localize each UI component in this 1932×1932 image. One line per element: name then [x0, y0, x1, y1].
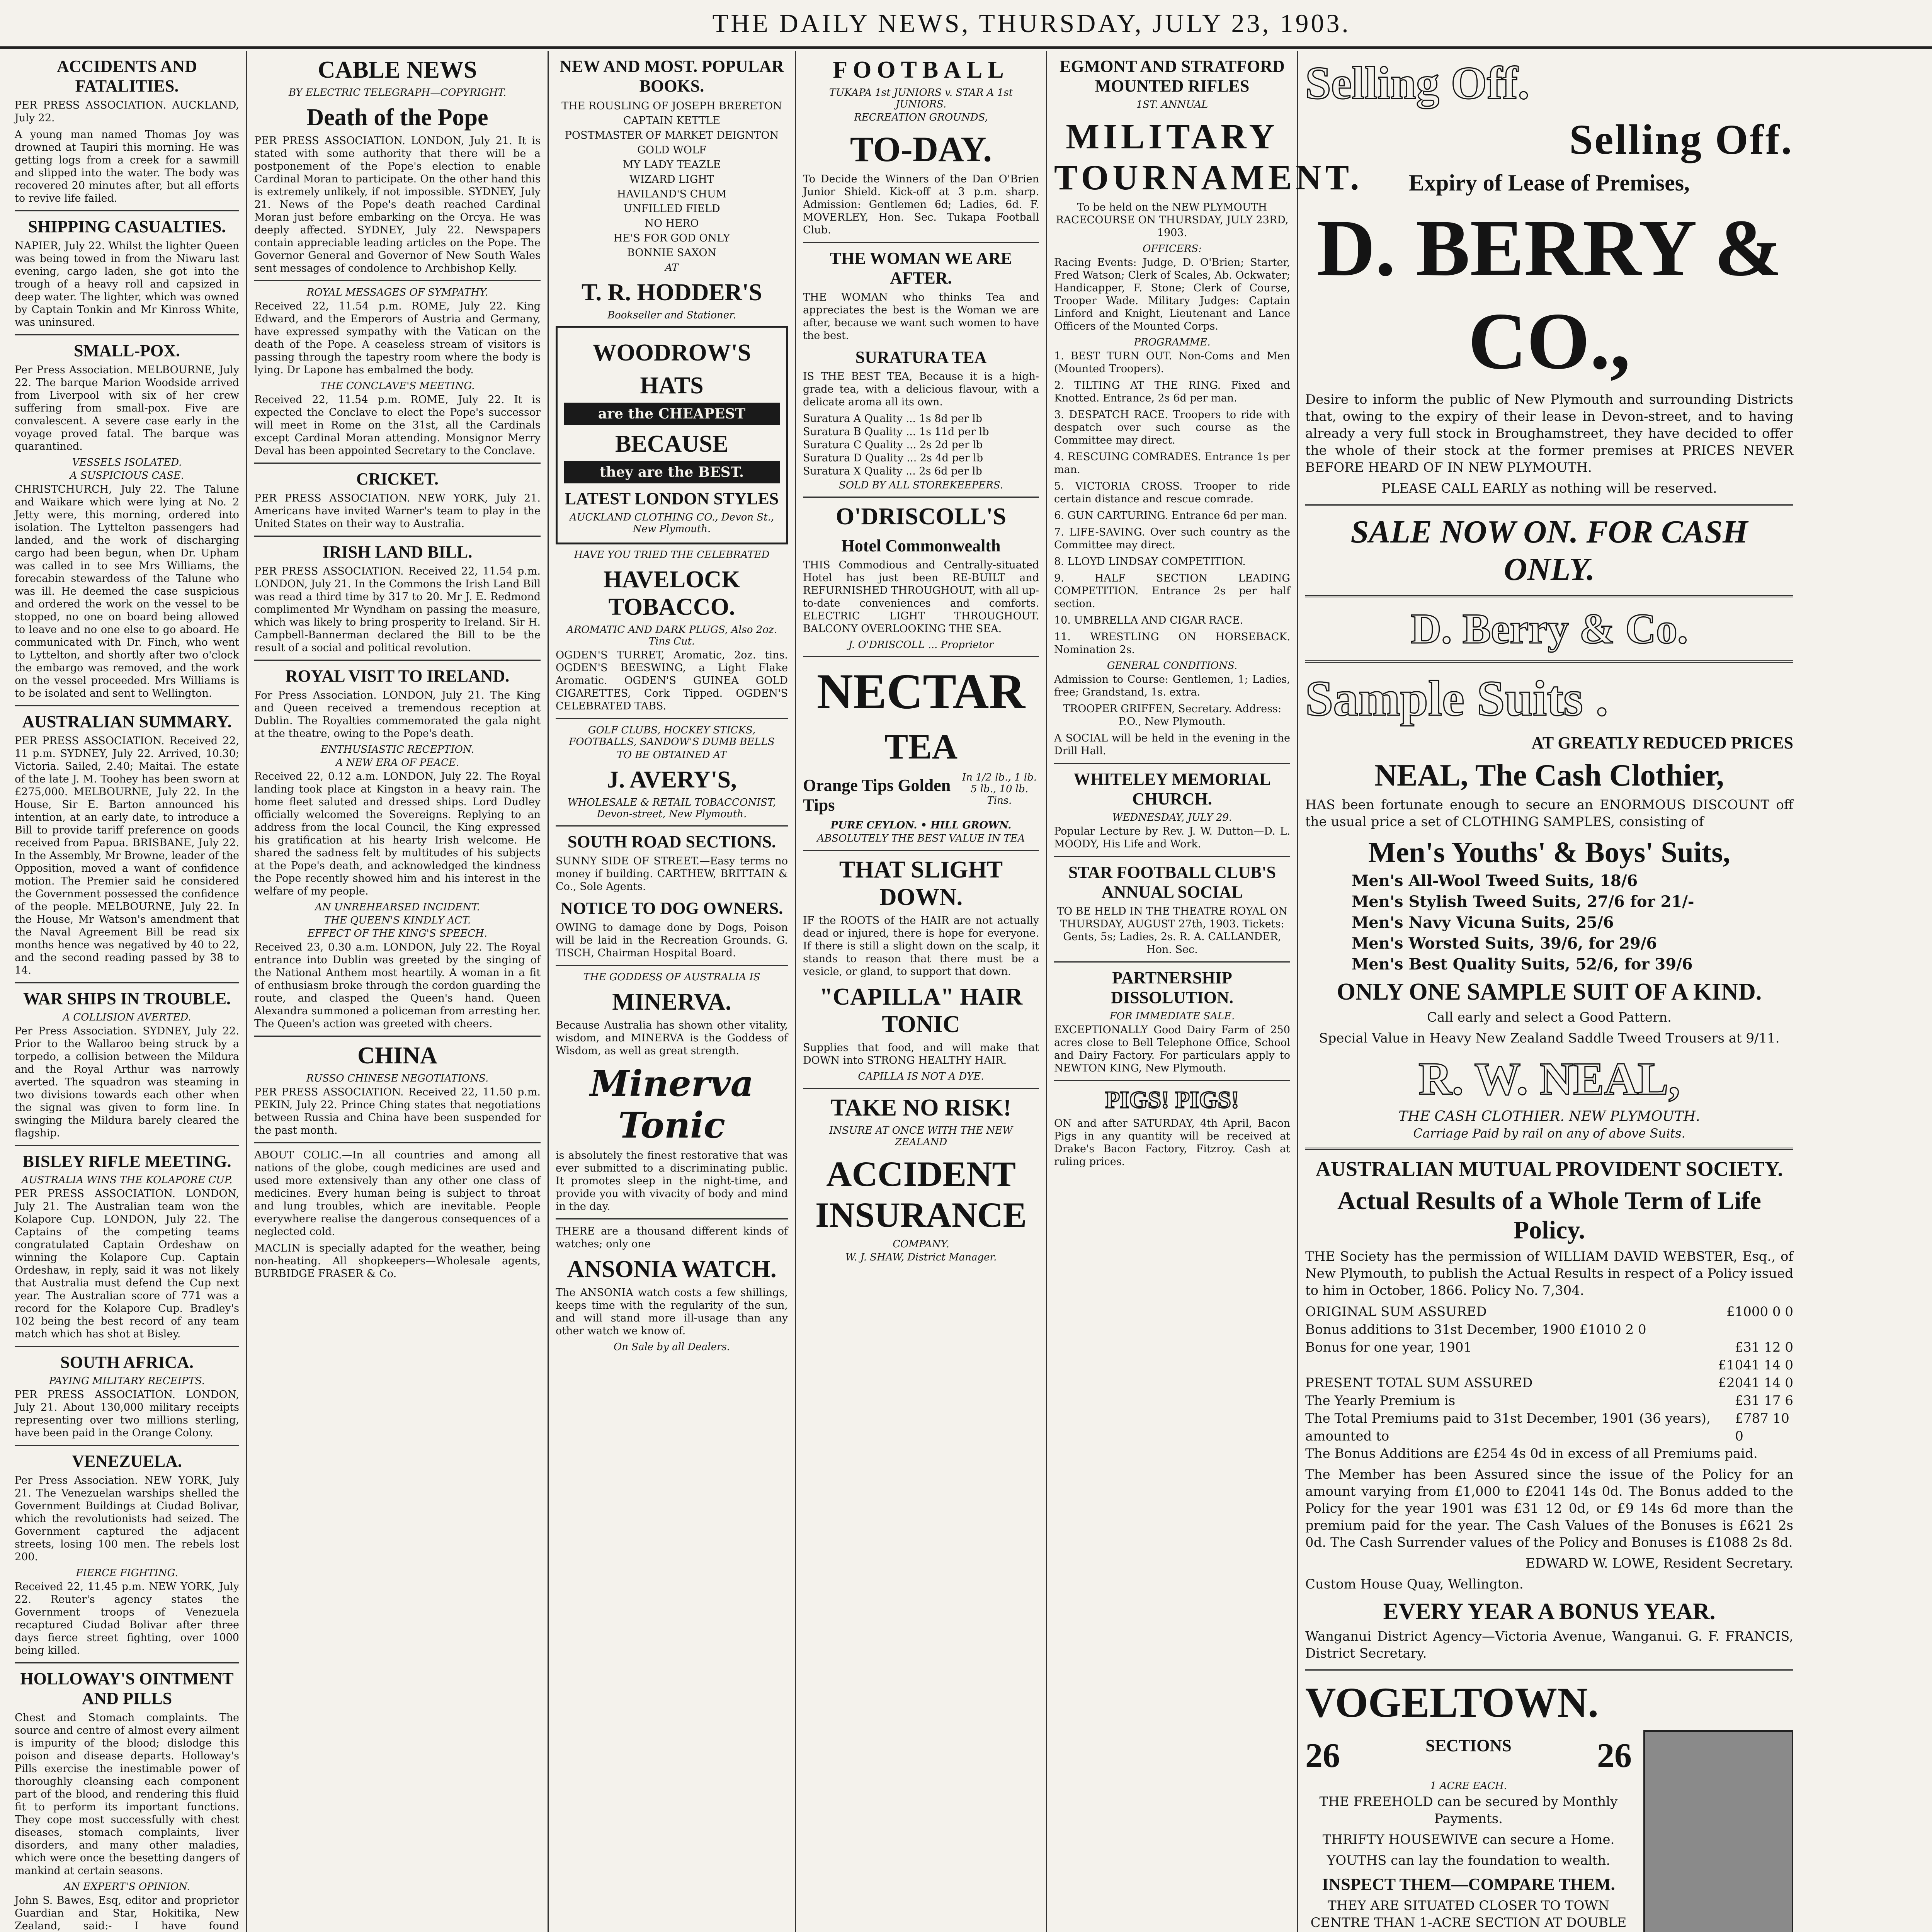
advert-text: John S. Bawes, Esq, editor and proprietor Guardian and Star, Hokitika, New Zealand, said:- I have found [15, 1895, 239, 1932]
suit-price: Men's Navy Vicuna Suits, 25/6 [1352, 913, 1614, 932]
subheading: A NEW ERA OF PEACE. [335, 757, 459, 769]
military-heading: MILITARY TOURNAMENT. [1054, 117, 1363, 197]
heading-royal-visit: ROYAL VISIT TO IRELAND. [285, 667, 510, 685]
heading-sample-suits: Sample Suits . [1305, 671, 1608, 726]
amp-cell: £31 12 0 [1735, 1340, 1793, 1355]
goddess-heading: THE GODDESS OF AUSTRALIA IS [583, 971, 760, 983]
heading-suratura: SURATURA TEA [855, 348, 987, 367]
heading-holloway: HOLLOWAY'S OINTMENT AND PILLS [20, 1669, 234, 1708]
divider [254, 463, 541, 464]
vogeltown-illustration [1643, 1730, 1793, 1932]
amp-cell: PRESENT TOTAL SUM ASSURED [1305, 1375, 1533, 1391]
article-text: Received 22, 11.54 p.m. ROME, July 22. It is expected the Conclave to elect the Pope's successor will meet in Rome on the 31st, all the Cardinals except Cardinal Moran attending. Monsignor Merry Deval has been appointed Secretary to the Conclave. [254, 394, 541, 457]
event-item: 4. RESCUING COMRADES. Entrance 1s per man. [1054, 451, 1290, 476]
price-line: Suratura X Quality ... 2s 6d per lb [803, 465, 982, 477]
divider [556, 825, 788, 827]
divider [803, 242, 1039, 243]
book-title: POSTMASTER OF MARKET DEIGNTON [565, 129, 779, 141]
amp-cell: £787 10 0 [1735, 1411, 1789, 1444]
social-text: A SOCIAL will be held in the evening in the Drill Hall. [1054, 732, 1290, 757]
subheading: A COLLISION AVERTED. [63, 1012, 191, 1023]
advert-text: MACLIN is specially adapted for the weather, being non-heating. All shopkeepers—Wholesale agents, BURBIDGE FRASER & Co. [254, 1242, 541, 1280]
book-title: BONNIE SAXON [627, 247, 717, 259]
subheading: THE CONCLAVE'S MEETING. [320, 380, 475, 392]
heading-shipping: SHIPPING CASUALTIES. [28, 217, 226, 236]
admission-text: Admission to Course: Gentlemen, 1; Ladies, free; Grandstand, 1s. extra. [1054, 673, 1290, 698]
amp-row [1305, 1374, 1793, 1392]
star-social-text: TO BE HELD IN THE THEATRE ROYAL ON THURSDAY, AUGUST 27th, 1903. Tickets: Gents, 5s; Ladies, 2s. R. A. CALLANDER, Hon. Sec. [1057, 905, 1287, 956]
neal-heading: NEAL, The Cash Clothier, [1374, 759, 1724, 793]
admission-signature: TROOPER GRIFFEN, Secretary. Address: P.O., New Plymouth. [1063, 703, 1282, 728]
event-item: 5. VICTORIA CROSS. Trooper to ride certain distance and rescue comrade. [1054, 480, 1290, 505]
suit-price: Men's Stylish Tweed Suits, 27/6 for 21/- [1352, 893, 1694, 911]
event-item: 11. WRESTLING ON HORSEBACK. Nomination 2s. [1054, 631, 1290, 656]
book-title: MY LADY TEAZLE [622, 159, 721, 171]
book-title: GOLD WOLF [637, 144, 706, 156]
ansonia-foot: On Sale by all Dealers. [613, 1341, 730, 1353]
amp-row [1305, 1303, 1793, 1321]
divider [15, 1662, 239, 1663]
divider [1054, 856, 1290, 857]
event-item: 3. DESPATCH RACE. Troopers to ride with despatch over such course as the Committee may direct. [1054, 409, 1290, 446]
berry-heading: D. BERRY & CO., [1316, 203, 1782, 386]
vog-thrifty: THRIFTY HOUSEWIVE can secure a Home. [1322, 1832, 1615, 1847]
amp-cell: The Total Premiums paid to 31st December, 1901 (36 years), amounted to [1305, 1411, 1711, 1444]
books-list [556, 99, 788, 260]
column-1 [8, 51, 247, 1932]
amp-row [1305, 1410, 1793, 1445]
heading-books: NEW AND MOST. POPULAR BOOKS. [560, 57, 784, 95]
havelock-tried: HAVE YOU TRIED THE CELEBRATED [574, 549, 770, 561]
advert-text: IF the ROOTS of the HAIR are not actually dead or injured, there is hope for everyone. If there is still a slight down on the scalp, it stands to reason that there must be a vesicle, or gland, to support that down. [803, 915, 1039, 978]
bonus-district: Wanganui District Agency—Victoria Avenue, Wanganui. G. F. FRANCIS, District Secretary. [1305, 1629, 1793, 1661]
divider [254, 1036, 541, 1037]
heading-rifles: EGMONT AND STRATFORD MOUNTED RIFLES [1060, 57, 1285, 95]
heading-whiteley: WHITELEY MEMORIAL CHURCH. [1073, 770, 1271, 808]
berry-text: Desire to inform the public of New Plymouth and surrounding Districts that, owing to the expiry of their lease in Devon-street, and to having already a very full stock in Broughamstreet, they have decided to offer the whole of their stock at the former premises at PRICES NEVER BEFORE HEARD OF IN NEW PLYMOUTH. [1305, 392, 1793, 475]
article-text: PER PRESS ASSOCIATION. LONDON, July 21. About 130,000 military receipts representing over two millions sterling, have been paid in the Orange Colony. [15, 1389, 239, 1439]
event-item: 10. UMBRELLA AND CIGAR RACE. [1054, 614, 1243, 626]
divider [15, 1445, 239, 1446]
amp-row [1305, 1321, 1793, 1338]
books-at: AT [665, 262, 679, 274]
divider [1305, 504, 1793, 506]
heading-southafrica: SOUTH AFRICA. [60, 1353, 194, 1372]
article-text: PER PRESS ASSOCIATION. NEW YORK, July 21. Americans have invited Warner's team to play in the United States on their way to Australia. [254, 492, 541, 530]
subheading: AN UNREHEARSED INCIDENT. [315, 901, 480, 913]
amp-sub: Actual Results of a Whole Term of Life Policy. [1337, 1187, 1761, 1244]
column-4 [796, 51, 1047, 1932]
heading-smallpox: SMALL-POX. [74, 341, 180, 360]
heading-star-social: STAR FOOTBALL CLUB'S ANNUAL SOCIAL [1068, 863, 1276, 901]
advert-text: is absolutely the finest restorative that was ever submitted to a discriminating public. It promotes sleep in the night-time, and provide you with vivacity of body and mind in the day. [556, 1150, 788, 1213]
subheading: FIERCE FIGHTING. [76, 1567, 178, 1579]
book-title: HAVILAND'S CHUM [617, 188, 727, 200]
nectar-pure: PURE CEYLON. • HILL GROWN. [830, 820, 1012, 831]
officers-text: Racing Events: Judge, D. O'Brien; Starter, Fred Watson; Clerk of Scales, Ab. Ockwater; Handicapper, F. Stone; Clerk of Course, Trooper Wade. Military Judges: Captain Linford and Knight, Lieutenant and Lance Officers of the Mounted Corps. [1054, 257, 1290, 332]
subheading: VESSELS ISOLATED. [72, 457, 182, 468]
heading-cricket: CRICKET. [356, 469, 439, 488]
advert-text: To Decide the Winners of the Dan O'Brien Junior Shield. Kick-off at 3 p.m. sharp. Admission: Gentlemen 6d; Ladies, 6d. F. MOVERLEY, Hon. Sec. Tukapa Football Club. [803, 173, 1039, 236]
suit-price: Men's All-Wool Tweed Suits, 18/6 [1352, 872, 1638, 890]
advert-text: ABOUT COLIC.—In all countries and among all nations of the globe, cough medicines are used and used more extensively than any other one class of medicines. Every human being is subject to throat and lung troubles, which are inevitable. People everywhere realise the dangerous consequences of a neglected cold. [254, 1149, 541, 1238]
heading-warships: WAR SHIPS IN TROUBLE. [23, 989, 231, 1008]
subheading: AN EXPERT'S OPINION. [64, 1881, 190, 1893]
minerva-script: Minerva Tonic [590, 1063, 754, 1146]
vog-closer: THEY ARE SITUATED CLOSER TO TOWN CENTRE THAN 1-ACRE SECTION AT DOUBLE [1310, 1898, 1627, 1930]
book-title: THE ROUSLING OF JOSEPH BRERETON [561, 100, 782, 112]
neal-special: Special Value in Heavy New Zealand Saddle Tweed Trousers at 9/11. [1319, 1031, 1780, 1046]
article-text: PER PRESS ASSOCIATION. LONDON, July 21. It is stated with some authority that there will be a postponement of the Pope's election to enable Cardinal Moran to participate. On the other hand this is extremely unlikely, if not impossible. SYDNEY, July 21. News of the Pope's death reached Cardinal Moran just before embarking on the Orcya. He was deeply affected. SYDNEY, July 22. Newspapers contain appreciable leading articles on the Pope. The Governor General and Governor of New South Wales sent messages of condolence to Archbishop Kelly. [254, 135, 541, 274]
havelock-sub: AROMATIC AND DARK PLUGS, Also 2oz. Tins Cut. [566, 624, 777, 647]
event-item: 8. LLOYD LINDSAY COMPETITION. [1054, 556, 1246, 568]
woodrows-hats-ad [556, 326, 788, 544]
amp-cell: £2041 14 0 [1718, 1375, 1793, 1391]
heading-odriscoll: O'DRISCOLL'S [835, 503, 1007, 530]
article-text: For Press Association. LONDON, July 21. The King and Queen received a tremendous reception at Dublin. The Royalties commemorated the gala night at the theatre, owing to the Pope's death. [254, 689, 541, 740]
ansonia-heading: ANSONIA WATCH. [567, 1256, 777, 1282]
divider [803, 497, 1039, 498]
accident-manager: W. J. SHAW, District Manager. [845, 1252, 997, 1263]
column-6 [1298, 51, 1800, 1932]
article-text: Received 23, 0.30 a.m. LONDON, July 22. The Royal entrance into Dublin was greeted by the singing of the National Anthem most heartily. A woman in a fit of enthusiasm broke through the cordon guarding the route, and clasped the Queen's hand. Queen Alexandra summoned a policeman from arresting her. The Queen's action was greeted with cheers. [254, 941, 541, 1030]
price-line: Suratura D Quality ... 2s 4d per lb [803, 452, 983, 464]
divider [1054, 1080, 1290, 1081]
sections-acre: 1 ACRE EACH. [1430, 1780, 1507, 1792]
article-text: Received 22, 11.45 p.m. NEW YORK, July 22. Reuter's agency states the Government troops of Venezuela recaptured Ciudad Bolivar after three days fierce street fighting, over 1000 being killed. [15, 1581, 239, 1656]
book-title: CAPTAIN KETTLE [623, 115, 721, 127]
divider [803, 1088, 1039, 1089]
subheading: A SUSPICIOUS CASE. [70, 470, 184, 481]
subheading: BY ELECTRIC TELEGRAPH—COPYRIGHT. [288, 87, 507, 99]
heading-partnership: PARTNERSHIP DISSOLUTION. [1111, 968, 1233, 1007]
officers-heading: OFFICERS: [1143, 243, 1202, 255]
book-title: WIZARD LIGHT [629, 173, 714, 185]
heading-no-risk: TAKE NO RISK! [830, 1095, 1012, 1121]
divider [15, 982, 239, 983]
football-today: TO-DAY. [850, 129, 992, 169]
divider [803, 656, 1039, 657]
heading-dog-owners: NOTICE TO DOG OWNERS. [560, 899, 783, 918]
heading-china: CHINA [357, 1043, 437, 1069]
hats-agents: AUCKLAND CLOTHING CO., Devon St., New Plymouth. [569, 512, 774, 535]
columns [8, 51, 1932, 1932]
subheading: THE QUEEN'S KINDLY ACT. [324, 915, 471, 926]
event-item: 9. HALF SECTION LEADING COMPETITION. Entrance 2s per half section. [1054, 572, 1290, 610]
odriscoll-proprietor: J. O'DRISCOLL ... Proprietor [848, 639, 994, 651]
amp-cell: £1041 14 0 [1718, 1357, 1793, 1373]
pigs-text: ON and after SATURDAY, 4th April, Bacon Pigs in any quantity will be received at Drake's Bacon Factory, Fitzroy. Cash at ruling prices. [1054, 1117, 1290, 1168]
price-line: Suratura C Quality ... 2s 2d per lb [803, 439, 983, 451]
havelock-heading: HAVELOCK TOBACCO. [603, 566, 740, 620]
suit-price: Men's Worsted Suits, 39/6, for 29/6 [1352, 934, 1657, 952]
advert-text: The ANSONIA watch costs a few shillings, keeps time with the regularity of the sun, and will stand more ill-usage than any other watch we know of. [556, 1287, 788, 1337]
vog-inspect: INSPECT THEM—COMPARE THEM. [1322, 1875, 1615, 1894]
expiry-text: Expiry of Lease of Premises, [1408, 170, 1690, 196]
heading-woman: THE WOMAN WE ARE AFTER. [830, 249, 1012, 287]
amp-signature: EDWARD W. LOWE, Resident Secretary. [1526, 1556, 1793, 1571]
hats-latest: LATEST LONDON STYLES [565, 489, 779, 508]
heading-cable-news: CABLE NEWS [318, 57, 477, 83]
advert-text: IS THE BEST TEA, Because it is a high-grade tea, with a delicious flavour, with a delicate aroma all its own. [803, 371, 1039, 408]
article-text: Per Press Association. MELBOURNE, July 22. The barque Marion Woodside arrived from Liverpool with six of her crew suffering from small-pox. Five are convalescent. A severe case early in the voyage proved fatal. The barque was quarantined. [15, 364, 239, 452]
advert-text: Because Australia has shown other vitality, wisdom, and MINERVA is the Goddess of Wisdom, as well as great strength. [556, 1019, 788, 1057]
heading-amp: AUSTRALIAN MUTUAL PROVIDENT SOCIETY. [1315, 1157, 1783, 1180]
sale-now: SALE NOW ON. FOR CASH ONLY. [1350, 514, 1748, 587]
heading-accidents: ACCIDENTS AND FATALITIES. [56, 57, 197, 95]
heading-pigs: PIGS! PIGS! [1105, 1087, 1239, 1113]
column-3 [549, 51, 796, 1932]
heading-football: FOOTBALL [833, 57, 1009, 83]
nectar-tea: TEA [884, 727, 958, 766]
divider [254, 1142, 541, 1143]
masthead [0, 0, 1932, 49]
article-text: PER PRESS ASSOCIATION. LONDON, July 21. The Australian team won the Kolapore Cup. LONDON, July 22. The Captains of the competing teams congratulated Captain Ordeshaw on winning the Kolapore Cup. Captain Ordeshaw, in reply, said it was not likely that Australia must defend the Cup next year. The Australian score of 771 was a record for the Kolapore Cup. Bradley's 102 being the best record of any team match which has shot at Bisley. [15, 1188, 239, 1340]
sections-number-2: 26 [1597, 1736, 1632, 1775]
amp-text: THE Society has the permission of WILLIAM DAVID WEBSTER, Esq., of New Plymouth, to publish the Actual Results in respect of a Policy issued to him in October, 1866. Policy No. 7,304. [1305, 1249, 1793, 1298]
hodder-name: T. R. HODDER'S [581, 279, 762, 306]
article-text: Received 22, 11.54 p.m. ROME, July 22. King Edward, and the Emperors of Austria and Germany, have expressed sympathy with the Vatican on the death of the Pope. A ceaseless stream of visitors is passing through the tapestry room where the body is lying. Dr Lapone has embalmed the body. [254, 300, 541, 376]
avery-name: J. AVERY'S, [607, 767, 737, 793]
amp-row [1305, 1356, 1793, 1374]
hats-because: BECAUSE [615, 431, 728, 457]
odriscoll-sub: Hotel Commonwealth [841, 536, 1001, 555]
vogeltown-body [1305, 1730, 1793, 1932]
vogeltown-text [1305, 1730, 1632, 1932]
advert-text: THERE are a thousand different kinds of watches; only one [556, 1225, 788, 1250]
divider [15, 210, 239, 211]
divider [15, 705, 239, 706]
berry-co: D. Berry & Co. [1410, 605, 1688, 652]
divider [1305, 1148, 1793, 1150]
capilla-heading: "CAPILLA" HAIR TONIC [819, 984, 1023, 1037]
article-text: Per Press Association. NEW YORK, July 21. The Venezuelan warships shelled the Government Buildings at Ciudad Bolivar, which the revolutionists had seized. The Government captured the adjacent streets, losing 100 men. The rebels lost 200. [15, 1475, 239, 1563]
book-title: UNFILLED FIELD [623, 203, 720, 215]
samples-sub: AT GREATLY REDUCED PRICES [1531, 733, 1793, 752]
amp-table [1305, 1303, 1793, 1445]
masthead-title: THE DAILY NEWS, THURSDAY, JULY 23, 1903. [712, 8, 1351, 38]
hats-word: HATS [640, 372, 704, 399]
golf-obtain: TO BE OBTAINED AT [617, 749, 727, 761]
whiteley-date: WEDNESDAY, JULY 29. [1112, 812, 1232, 823]
event-item: 1. BEST TURN OUT. Non-Coms and Men (Mounted Troopers). [1054, 350, 1290, 375]
subheading: AUSTRALIA WINS THE KOLAPORE CUP. [21, 1174, 233, 1186]
sections-label: SECTIONS [1425, 1736, 1512, 1755]
divider [254, 536, 541, 537]
neal-call: Call early and select a Good Pattern. [1427, 1010, 1672, 1025]
football-sub: TUKAPA 1st JUNIORS v. STAR A 1st JUNIORS. [829, 87, 1013, 110]
rwneal-sub: THE CASH CLOTHIER. NEW PLYMOUTH. [1398, 1109, 1700, 1124]
heading-south-road: SOUTH ROAD SECTIONS. [567, 832, 776, 851]
article-text: Received 22, 0.12 a.m. LONDON, July 22. The Royal landing took place at Kingston in a heavy rain. The home fleet saluted and dressed ships. Lord Dudley officially welcomed the Sovereigns. Replying to an address from the local Council, the King expressed his gratification at his hearty Irish welcome. He shared the sadness felt by multitudes of his subjects at the Pope's death, and acknowledged the kindness the Pope recently showed him and his interest in the welfare of my people. [254, 770, 541, 897]
heading-bisley: BISLEY RIFLE MEETING. [22, 1152, 231, 1171]
dateline: PER PRESS ASSOCIATION. AUCKLAND, July 22. [15, 99, 239, 124]
divider [1054, 763, 1290, 764]
divider [15, 334, 239, 335]
amp-cell: ORIGINAL SUM ASSURED [1305, 1304, 1487, 1320]
divider [15, 1145, 239, 1146]
neal-prices [1305, 872, 1793, 973]
programme-heading: PROGRAMME. [1134, 337, 1211, 348]
article-text: Per Press Association. SYDNEY, July 22. Prior to the Wallaroo being struck by a torpedo, a collision between the Mildura and the Royal Arthur was narrowly averted. The squadron was steaming in two divisions towards each other when the signal was given to form line. In swinging the Mildura barely cleared the flagship. [15, 1025, 239, 1139]
amp-bonus: The Bonus Additions are £254 4s 0d in excess of all Premiums paid. [1305, 1446, 1758, 1461]
havelock-list: OGDEN'S TURRET, Aromatic, 2oz. tins. OGDEN'S BEESWING, a Light Flake Aromatic. OGDEN'S GUINEA GOLD CIGARETTES, Cork Tipped. OGDEN'S CELEBRATED TABS. [556, 649, 788, 712]
divider [1305, 1669, 1793, 1671]
advert-text: OWING to damage done by Dogs, Poison will be laid in the Recreation Grounds. G. TISCH, Chairman Hospital Board. [556, 922, 788, 959]
neal-men: Men's Youths' & Boys' Suits, [1368, 836, 1730, 869]
heading-selling-off: Selling Off. [1305, 57, 1530, 109]
partnership-text: EXCEPTIONALLY Good Dairy Farm of 250 acres close to Bell Telephone Office, School and Dairy Factory. For particulars apply to NEWTON KING, New Plymouth. [1054, 1024, 1290, 1074]
amp-cell: Bonus additions to 31st December, 1900 £1010 2 0 [1305, 1322, 1646, 1337]
advert-text: Supplies that food, and will make that DOWN into STRONG HEALTHY HAIR. [803, 1042, 1039, 1066]
advert-text: SUNNY SIDE OF STREET.—Easy terms no money if building. CARTHEW, BRITTAIN & Co., Sole Agents. [556, 855, 788, 893]
book-title: HE'S FOR GOD ONLY [613, 232, 730, 244]
book-title: NO HERO [645, 218, 699, 230]
divider [803, 850, 1039, 851]
sections-number: 26 [1305, 1736, 1340, 1775]
nectar-tips-row [803, 770, 1039, 818]
suratura-prices [803, 412, 1039, 478]
divider [15, 1346, 239, 1347]
football-ground: RECREATION GROUNDS, [854, 112, 988, 123]
amp-cell: £31 17 6 [1735, 1393, 1793, 1408]
subheading: PAYING MILITARY RECEIPTS. [49, 1375, 205, 1387]
amp-text-2: The Member has been Assured since the issue of the Policy for an amount varying from £1,000 to £2041 14s 0d. The Bonus added to the Policy for the year 1901 was £31 12 0d, or £9 14s 6d more than the premium paid for the year. The Cash Values of the Bonuses is £621 2s 0d. The Cash Surrender values of the Policy and Bonuses is £1088 2s 8d. [1305, 1467, 1793, 1550]
subheading: ENTHUSIASTIC RECEPTION. [320, 744, 474, 755]
amp-cell: Bonus for one year, 1901 [1305, 1340, 1472, 1355]
subheading: EFFECT OF THE KING'S SPEECH. [308, 928, 487, 939]
article-text: NAPIER, July 22. Whilst the lighter Queen was being towed in from the Niwaru last evening, cargo laden, she got into the trough of a heavy roll and capsized in deep water. The lighter, which was owned by Captain Tonkin and Mr Kinross White, was uninsured. [15, 240, 239, 328]
accident-heading: ACCIDENT INSURANCE [815, 1154, 1027, 1235]
amp-address: Custom House Quay, Wellington. [1305, 1577, 1524, 1592]
column-2 [247, 51, 549, 1932]
amp-cell: £1000 0 0 [1726, 1304, 1793, 1320]
hats-brand: WOODROW'S [592, 340, 751, 366]
bonus-year: EVERY YEAR A BONUS YEAR. [1383, 1599, 1716, 1624]
article-text: PER PRESS ASSOCIATION. Received 22, 11 p.m. SYDNEY, July 22. Arrived, 10.30; Victoria. Sailed, 2.40; Maitai. The estate of the late J. M. Toohey has been sworn at £275,000. MELBOURNE, July 22. In the House, Sir E. Barton announced his intention, at an early date, to introduce a Bill to provide tariff preference on goods received from Papua. BRISBANE, July 22. In the Assembly, Mr Browne, leader of the Opposition, moved a want of confidence motion. The Premier said he considered the Government possessed the confidence of the people. MELBOURNE, July 22. In the House, Mr Watson's amendment that the Naval Agreement Bill be read six months hence was negatived by 40 to 22, and the second reading passed by 38 to 14. [15, 735, 239, 976]
divider [254, 280, 541, 281]
price-line: Suratura A Quality ... 1s 8d per lb [803, 413, 983, 425]
nectar-heading: NECTAR [816, 664, 1026, 719]
divider [1305, 595, 1793, 597]
neal-text: HAS been fortunate enough to secure an ENORMOUS DISCOUNT off the usual price a set of CLOTHING SAMPLES, consisting of [1305, 797, 1793, 830]
insure-text: INSURE AT ONCE WITH THE NEW ZEALAND [829, 1125, 1013, 1148]
amp-cell: The Yearly Premium is [1305, 1393, 1456, 1408]
nectar-tips: Orange Tips Golden Tips [803, 776, 951, 815]
article-text: CHRISTCHURCH, July 22. The Talune and Waikare which were lying at No. 2 Jetty were, this morning, ordered into isolation. The Lyttelton passengers had landed, and the work of discharging cargo had been begun, when Dr. Upham was called in to see Mrs Williams, the forecabin stewardess of the Talune who was ill. He deemed the case suspicious and ordered the work on the vessel to be stopped, no one on board being allowed to leave and no one else to go aboard. He communicated with Dr. Finch, who went to Lyttelton, and shortly after two o'clock the embargo was removed, and the work on the vessel proceeded. Mrs Williams is to be isolated and sent to Wellington. [15, 483, 239, 699]
heading-death-of-pope: Death of the Pope [306, 104, 488, 131]
heading-venezuela: VENEZUELA. [72, 1452, 182, 1471]
rwneal-heading: R. W. NEAL, [1418, 1053, 1680, 1104]
vog-youths: YOUTHS can lay the foundation to wealth. [1327, 1853, 1611, 1868]
event-item: 7. LIFE-SAVING. Over such country as the Committee may direct. [1054, 526, 1290, 551]
nectar-sizes: In 1/2 lb., 1 lb. 5 lb., 10 lb. Tins. [962, 772, 1037, 806]
heading-australian: AUSTRALIAN SUMMARY. [22, 712, 232, 731]
hats-line1: are the CHEAPEST [564, 403, 780, 425]
divider [254, 660, 541, 661]
avery-sub: WHOLESALE & RETAIL TOBACCONIST, Devon-street, New Plymouth. [568, 797, 776, 820]
divider [1054, 961, 1290, 963]
article-text: A young man named Thomas Joy was drowned at Taupiri this morning. He was getting logs from a creek for a sawmill and slipped into the water. The body was recovered 20 minutes after, but all efforts to revive life failed. [15, 129, 239, 204]
advert-text: THIS Commodious and Centrally-situated Hotel has just been RE-BUILT and REFURNISHED THROUGHOUT, with all up-to-date conveniences and comforts. ELECTRIC LIGHT THROUGHOUT. BALCONY OVERLOOKING THE SEA. [803, 559, 1039, 635]
advert-text: Chest and Stomach complaints. The source and centre of almost every ailment is impurity of the blood; dislodge this poison and disease departs. Holloway's Pills exercise the inestimable power of thoroughly cleansing each component part of the blood, and rendering this fluid fit to perform its important functions. They cope most successfully with chest diseases, stomach complaints, liver disorders, and many other maladies, which were once the besetting dangers of mankind at certain seasons. [15, 1712, 239, 1877]
accident-company: COMPANY. [893, 1238, 949, 1250]
event-item: 6. GUN CARTURING. Entrance 6d per man. [1054, 510, 1287, 522]
divider [556, 1218, 788, 1219]
minerva-heading: MINERVA. [612, 989, 731, 1015]
neal-only: ONLY ONE SAMPLE SUIT OF A KIND. [1337, 979, 1762, 1005]
divider [556, 718, 788, 719]
suratura-foot: SOLD BY ALL STOREKEEPERS. [839, 480, 1003, 491]
advert-text: THE WOMAN who thinks Tea and appreciates the best is the Woman we are after, because we want such women to have the best. [803, 291, 1039, 342]
conditions-heading: GENERAL CONDITIONS. [1107, 660, 1238, 672]
suit-price: Men's Best Quality Suits, 52/6, for 39/6 [1352, 955, 1693, 973]
price-line: Suratura B Quality ... 1s 11d per lb [803, 426, 989, 438]
berry-call: PLEASE CALL EARLY as nothing will be reserved. [1381, 481, 1717, 496]
event-item: 2. TILTING AT THE RING. Fixed and Knotted. Entrance, 2s 6d per man. [1054, 379, 1290, 404]
hats-line2: they are the BEST. [564, 461, 780, 483]
capilla-foot: CAPILLA IS NOT A DYE. [858, 1071, 984, 1082]
subheading: RUSSO CHINESE NEGOTIATIONS. [306, 1073, 489, 1084]
amp-row [1305, 1338, 1793, 1356]
annual: 1ST. ANNUAL [1136, 99, 1208, 111]
heading-selling-off-2: Selling Off. [1569, 116, 1793, 163]
rwneal-carriage: Carriage Paid by rail on any of above Suits. [1413, 1126, 1685, 1141]
events-list [1054, 350, 1290, 656]
heading-slight-down: THAT SLIGHT DOWN. [839, 857, 1003, 910]
vog-freehold: THE FREEHOLD can be secured by Monthly Payments. [1319, 1794, 1618, 1827]
divider [556, 965, 788, 966]
article-text: PER PRESS ASSOCIATION. Received 22, 11.54 p.m. LONDON, July 21. In the Commons the Irish Land Bill was read a third time by 317 to 20. Mr J. E. Redmond complimented Mr Wyndham on passing the measure, which was likely to bring prosperity to Ireland. Sir H. Campbell-Bannerman declared the Bill to be the result of a social and political revolution. [254, 565, 541, 654]
heading-irish-land-bill: IRISH LAND BILL. [322, 543, 473, 561]
amp-row [1305, 1392, 1793, 1410]
tournament-held: To be held on the NEW PLYMOUTH RACECOURSE ON THURSDAY, JULY 23RD, 1903. [1056, 201, 1289, 239]
golf-text: GOLF CLUBS, HOCKEY STICKS, FOOTBALLS, SANDOW'S DUMB BELLS [569, 724, 775, 748]
divider [1305, 660, 1793, 663]
subheading: ROYAL MESSAGES OF SYMPATHY. [306, 287, 488, 298]
partnership-sub: FOR IMMEDIATE SALE. [1109, 1010, 1235, 1022]
hodder-sub: Bookseller and Stationer. [607, 310, 736, 321]
article-text: PER PRESS ASSOCIATION. Received 22, 11.50 p.m. PEKIN, July 22. Prince Ching states that negotiations between Russia and China have been suspended for the past month. [254, 1086, 541, 1136]
heading-vogeltown: VOGELTOWN. [1305, 1679, 1599, 1726]
sections-row [1305, 1730, 1632, 1779]
whiteley-text: Popular Lecture by Rev. J. W. Dutton—D. L. MOODY, His Life and Work. [1054, 825, 1290, 850]
nectar-best: ABSOLUTELY THE BEST VALUE IN TEA [817, 833, 1025, 844]
